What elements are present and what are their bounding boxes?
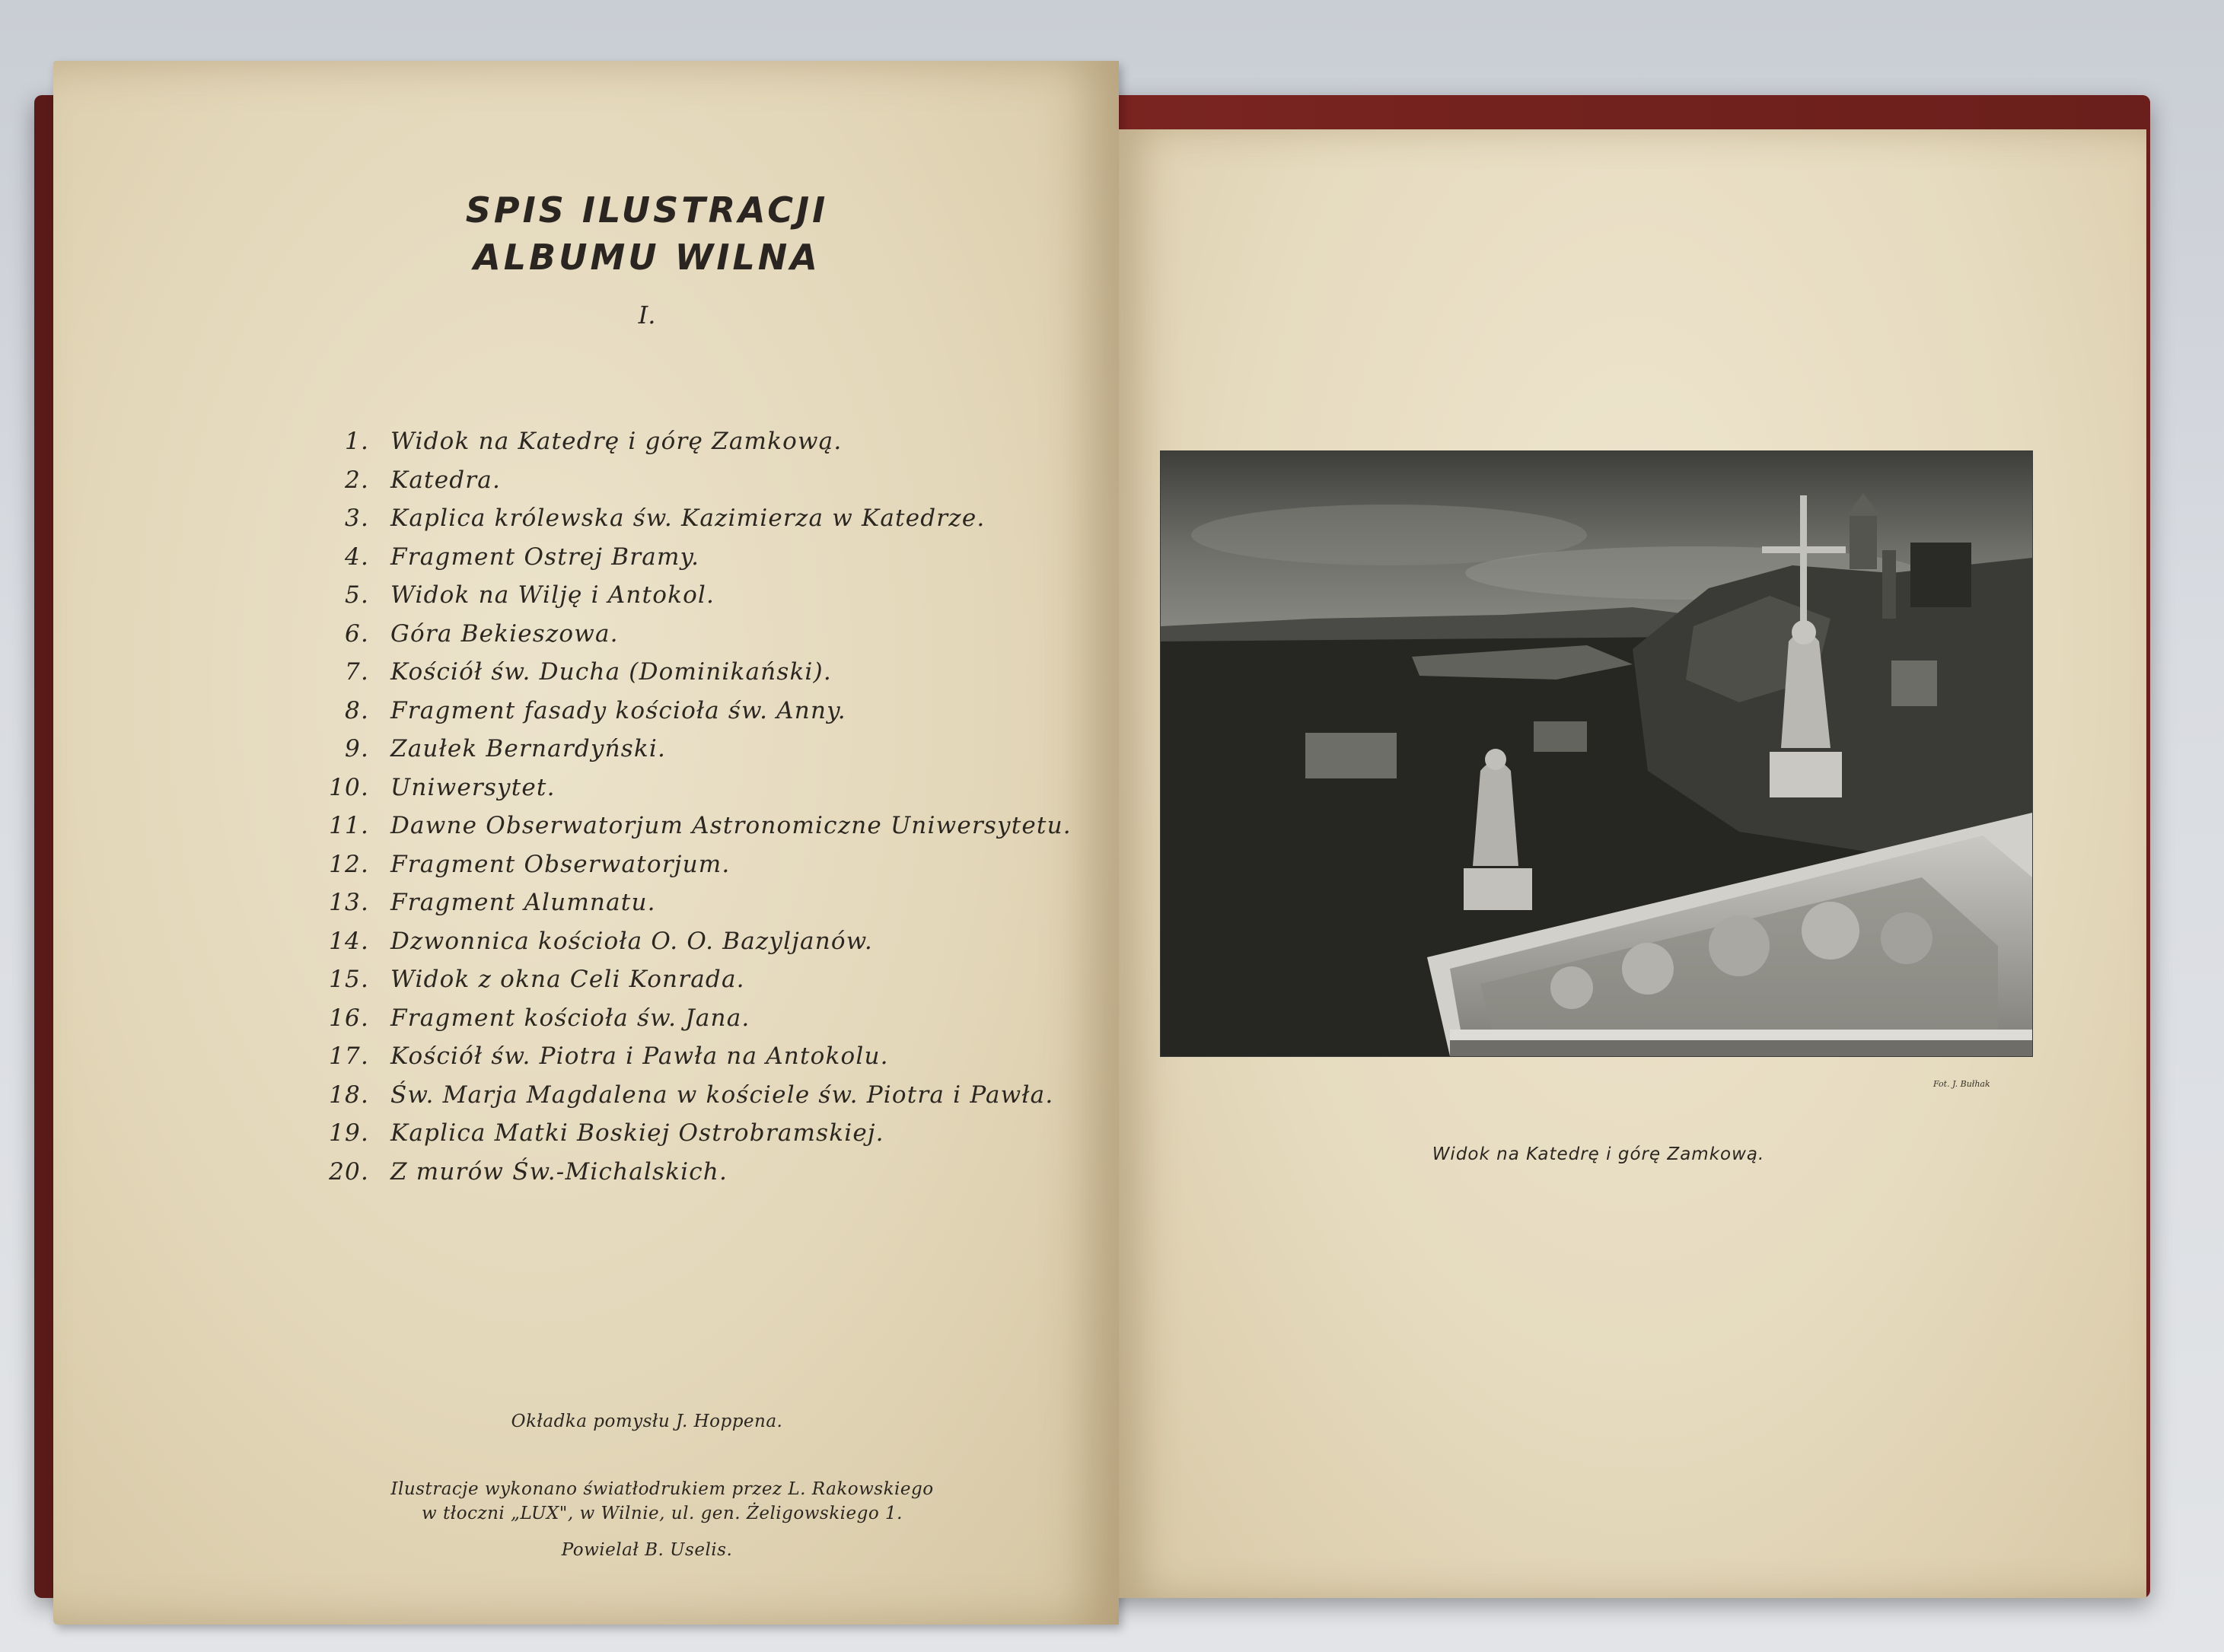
photo-image — [1161, 451, 2032, 1056]
toc-title-line2: ALBUMU WILNA — [473, 237, 820, 278]
toc-item-number: 10. — [329, 773, 369, 801]
toc-item — [304, 730, 1072, 769]
toc-item — [304, 883, 1072, 922]
cathedral-photograph — [1161, 451, 2032, 1056]
toc-item-number: 8. — [345, 696, 369, 724]
toc-item-title: Dawne Obserwatorjum Astronomiczne Uniwersytetu. — [390, 812, 1072, 840]
toc-item-number: 19. — [329, 1119, 369, 1147]
toc-item-number: 13. — [329, 889, 369, 917]
toc-item — [304, 1076, 1072, 1115]
toc-item-title: Św. Marja Magdalena w kościele św. Piotra i Pawła. — [390, 1081, 1054, 1109]
toc-item-title: Dzwonnica kościoła O. O. Bazyljanów. — [390, 927, 873, 955]
toc-item-title: Fragment Obserwatorjum. — [390, 850, 731, 878]
toc-item-title: Kościół św. Ducha (Dominikański). — [390, 658, 832, 686]
toc-item — [304, 1037, 1072, 1076]
photo-caption: Widok na Katedrę i górę Zamkową. — [1432, 1144, 1765, 1164]
toc-item — [304, 538, 1072, 577]
toc-item-number: 2. — [345, 466, 369, 494]
toc-item-number: 6. — [345, 619, 369, 648]
toc-item — [304, 461, 1072, 500]
toc-item-title: Z murów Św.-Michalskich. — [390, 1157, 728, 1186]
toc-item — [304, 422, 1072, 461]
toc-title — [266, 186, 1028, 281]
toc-item-title: Kościół św. Piotra i Pawła na Antokolu. — [390, 1042, 889, 1071]
toc-item — [304, 499, 1072, 538]
cover-credit: Okładka pomysłu J. Hoppena. — [511, 1412, 783, 1431]
printing-note-line2: w tłoczni „LUX", w Wilnie, ul. gen. Żeligowskiego 1. — [422, 1504, 903, 1523]
toc-item-title: Widok na Wilję i Antokol. — [390, 581, 715, 610]
toc-item-number: 1. — [345, 428, 369, 456]
toc-item — [304, 999, 1072, 1038]
toc-item-title: Zaułek Bernardyński. — [390, 735, 667, 763]
toc-section-number: I. — [638, 301, 656, 329]
toc-item-number: 3. — [345, 505, 369, 533]
toc-item — [304, 845, 1072, 884]
toc-item — [304, 960, 1072, 999]
toc-item-number: 9. — [345, 735, 369, 763]
toc-item — [304, 769, 1072, 807]
toc-item-number: 12. — [329, 850, 369, 878]
toc-item-title: Góra Bekieszowa. — [390, 619, 619, 648]
toc-item-number: 20. — [329, 1157, 369, 1186]
toc-item-title: Fragment kościoła św. Jana. — [390, 1004, 750, 1032]
toc-item — [304, 807, 1072, 845]
illustration-list — [304, 422, 1072, 1191]
toc-item-number: 16. — [329, 1004, 369, 1032]
toc-item-title: Fragment Alumnatu. — [390, 889, 656, 917]
toc-item — [304, 692, 1072, 731]
toc-item — [304, 922, 1072, 961]
toc-item — [304, 615, 1072, 654]
toc-item — [304, 576, 1072, 615]
toc-item-title: Katedra. — [390, 466, 502, 494]
toc-item-number: 5. — [345, 581, 369, 610]
toc-item-title: Widok z okna Celi Konrada. — [390, 966, 745, 994]
toc-item-number: 15. — [329, 966, 369, 994]
toc-item — [304, 1114, 1072, 1153]
toc-item — [304, 1153, 1072, 1192]
toc-title-line1: SPIS ILUSTRACJI — [465, 189, 829, 231]
photo-credit: Fot. J. Bułhak — [1933, 1079, 1990, 1089]
toc-item-number: 18. — [329, 1081, 369, 1109]
toc-item-number: 17. — [329, 1042, 369, 1071]
toc-item-number: 7. — [345, 658, 369, 686]
toc-item-title: Kaplica Matki Boskiej Ostrobramskiej. — [390, 1119, 884, 1147]
toc-item-title: Widok na Katedrę i górę Zamkową. — [390, 428, 843, 456]
toc-item-number: 14. — [329, 927, 369, 955]
toc-item — [304, 653, 1072, 692]
printing-note-line3: Powielał B. Uselis. — [561, 1540, 733, 1560]
toc-item-title: Uniwersytet. — [390, 773, 556, 801]
printing-note-line1: Ilustracje wykonano światłodrukiem przez L. Rakowskiego — [390, 1479, 934, 1499]
toc-item-number: 4. — [345, 543, 369, 571]
toc-item-title: Fragment fasady kościoła św. Anny. — [390, 696, 846, 724]
toc-item-number: 11. — [329, 812, 369, 840]
toc-item-title: Fragment Ostrej Bramy. — [390, 543, 700, 571]
toc-item-title: Kaplica królewska św. Kazimierza w Katedrze. — [390, 505, 986, 533]
